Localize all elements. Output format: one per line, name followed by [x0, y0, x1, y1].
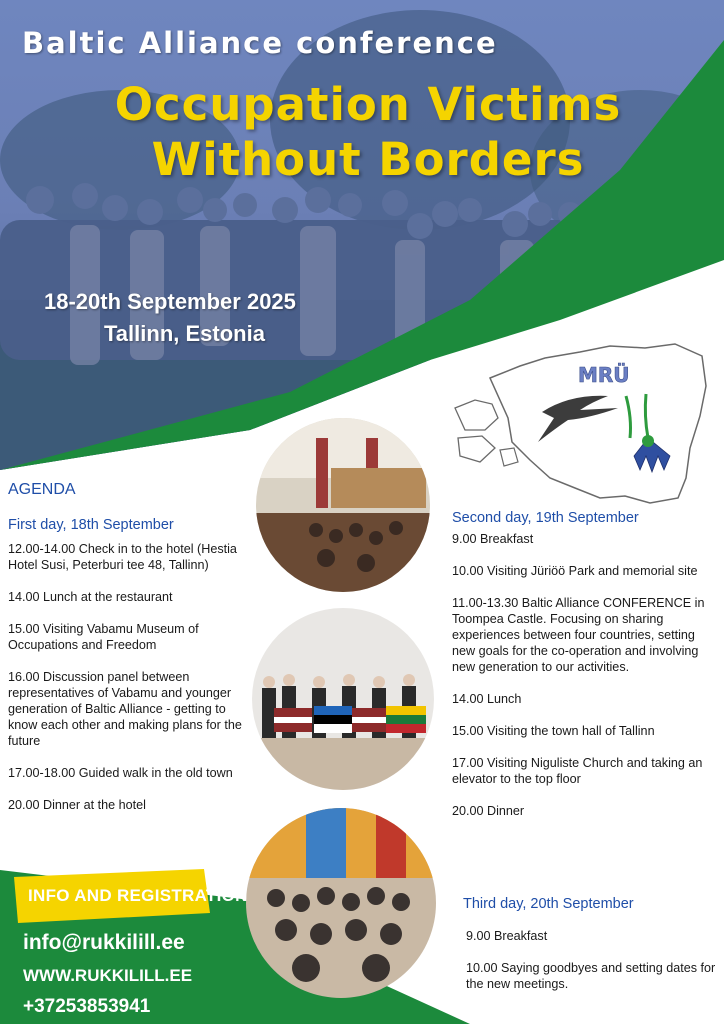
day2-items [452, 531, 714, 835]
list-item: 9.00 Breakfast [466, 929, 548, 943]
info-registration-label: INFO AND REGISTRATION [28, 886, 248, 905]
list-item: 16.00 Discussion panel between representatives of Vabamu and younger generation of Baltic Alliance - getting to know each other and making plans for the future [8, 670, 242, 748]
museum-photo [256, 418, 430, 592]
estonia-map-logo [450, 338, 712, 508]
agenda-heading: AGENDA [8, 481, 76, 498]
list-item: 10.00 Saying goodbyes and setting dates for the new meetings. [466, 961, 716, 991]
list-item: 15.00 Visiting the town hall of Tallinn [452, 724, 655, 738]
audience-photo [246, 808, 436, 998]
list-item: 14.00 Lunch at the restaurant [8, 590, 173, 604]
conference-name: Baltic Alliance conference [22, 26, 498, 60]
event-dates-block [44, 286, 296, 350]
day2-title: Second day, 19th September [452, 510, 639, 526]
day3-title: Third day, 20th September [463, 896, 634, 912]
day3-items [466, 928, 716, 1008]
list-item: 20.00 Dinner at the hotel [8, 798, 146, 812]
day1-items [8, 541, 246, 829]
list-item: 9.00 Breakfast [452, 532, 534, 546]
list-item: 20.00 Dinner [452, 804, 525, 818]
estonia-map-graphic [450, 338, 712, 508]
day1-title: First day, 18th September [8, 517, 174, 533]
contact-phone[interactable]: +37253853941 [23, 996, 151, 1017]
event-title-line2: Without Borders [151, 133, 585, 186]
flags-group-photo [252, 608, 434, 790]
list-item: 12.00-14.00 Check in to the hotel (Hestia Hotel Susi, Peterburi tee 48, Tallinn) [8, 542, 237, 572]
list-item: 14.00 Lunch [452, 692, 522, 706]
list-item: 17.00 Visiting Niguliste Church and taking an elevator to the top floor [452, 756, 703, 786]
contact-website[interactable]: WWW.RUKKILILL.EE [23, 966, 193, 985]
logo-text: MRÜ [578, 363, 630, 387]
list-item: 17.00-18.00 Guided walk in the old town [8, 766, 233, 780]
event-title-line1: Occupation Victims [114, 78, 622, 131]
list-item: 10.00 Visiting Jüriöö Park and memorial site [452, 564, 698, 578]
contact-email[interactable]: info@rukkilill.ee [23, 931, 185, 954]
list-item: 15.00 Visiting Vabamu Museum of Occupations and Freedom [8, 622, 199, 652]
event-dates: 18-20th September 2025 [44, 289, 296, 314]
list-item: 11.00-13.30 Baltic Alliance CONFERENCE in Toompea Castle. Focusing on sharing experiences between four countries, setting new goals for the co-operation and involving new generation to our activities. [452, 596, 705, 674]
event-location: Tallinn, Estonia [104, 321, 265, 346]
